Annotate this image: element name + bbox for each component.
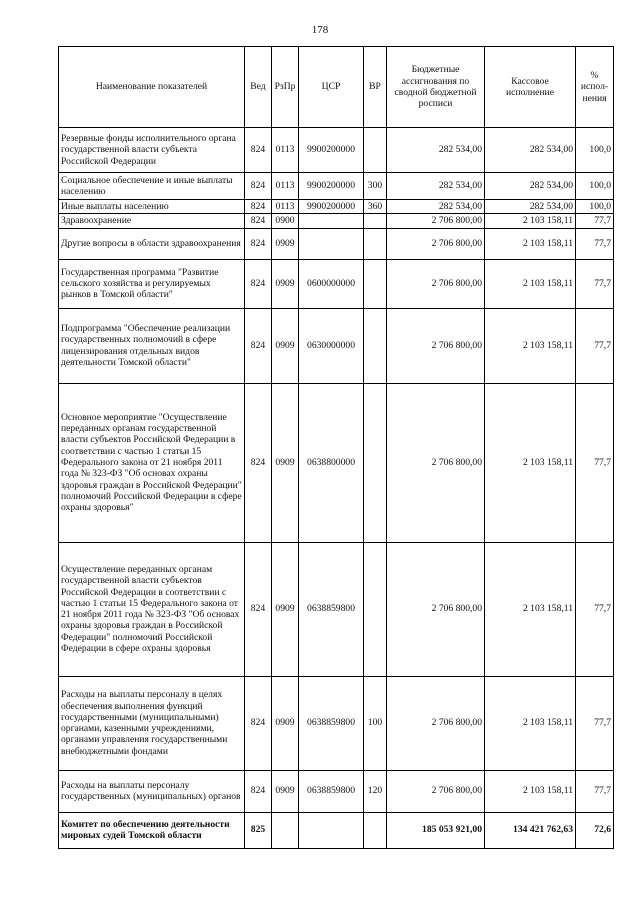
cell-pct: 100,0 (576, 200, 614, 214)
cell-budget: 185 053 921,00 (387, 812, 485, 848)
cell-budget: 282 534,00 (387, 200, 485, 214)
budget-table (58, 46, 614, 849)
cell-rzpr: 0909 (272, 676, 299, 770)
cell-csr: 9900200000 (299, 128, 364, 173)
cell-cash: 2 103 158,11 (485, 770, 576, 812)
cell-csr: 9900200000 (299, 200, 364, 214)
cell-name: Основное мероприятие "Осуществление переданных органам государственной власти субъектов Российской Федерации в соответствии с частью 1 статьи 15 Федерального закона от 21 ноября 2011 года № 323-ФЗ "Об основах охраны здоровья граждан в Российской Федерации" полномочий Российской Федерации в сфере охраны здоровья" (59, 383, 245, 542)
cell-vr (364, 259, 387, 308)
cell-ved: 824 (245, 383, 272, 542)
table-row (59, 383, 614, 542)
cell-csr: 0638800000 (299, 383, 364, 542)
table-row (59, 173, 614, 200)
cell-budget: 2 706 800,00 (387, 676, 485, 770)
cell-cash: 2 103 158,11 (485, 676, 576, 770)
table-row (59, 228, 614, 259)
header-rzpr: РзПр (272, 47, 299, 128)
cell-vr (364, 542, 387, 676)
cell-pct: 77,7 (576, 676, 614, 770)
cell-budget: 2 706 800,00 (387, 259, 485, 308)
cell-cash: 282 534,00 (485, 128, 576, 173)
cell-ved: 824 (245, 259, 272, 308)
cell-vr (364, 308, 387, 383)
cell-vr (364, 812, 387, 848)
table-body (59, 128, 614, 849)
cell-ved: 824 (245, 173, 272, 200)
header-vr: ВР (364, 47, 387, 128)
cell-pct: 77,7 (576, 383, 614, 542)
table-row (59, 770, 614, 812)
table-row (59, 214, 614, 228)
header-ved: Вед (245, 47, 272, 128)
cell-rzpr: 0900 (272, 214, 299, 228)
cell-rzpr: 0909 (272, 383, 299, 542)
cell-pct: 72,6 (576, 812, 614, 848)
cell-name: Другие вопросы в области здравоохранения (59, 228, 245, 259)
cell-budget: 282 534,00 (387, 128, 485, 173)
cell-pct: 77,7 (576, 770, 614, 812)
cell-budget: 2 706 800,00 (387, 770, 485, 812)
cell-name: Комитет по обеспечению деятельности мировых судей Томской области (59, 812, 245, 848)
cell-ved: 824 (245, 200, 272, 214)
cell-name: Осуществление переданных органам государственной власти субъектов Российской Федерации в соответствии с частью 1 статьи 15 Федерального закона от 21 ноября 2011 года № 323-ФЗ "Об основах охраны здоровья граждан в Российской Федерации" полномочий Российской Федерации в сфере охраны здоровья (59, 542, 245, 676)
cell-cash: 2 103 158,11 (485, 214, 576, 228)
cell-vr: 120 (364, 770, 387, 812)
table-row (59, 308, 614, 383)
cell-cash: 134 421 762,63 (485, 812, 576, 848)
cell-ved: 824 (245, 214, 272, 228)
cell-budget: 2 706 800,00 (387, 383, 485, 542)
cell-ved: 824 (245, 542, 272, 676)
cell-rzpr: 0909 (272, 542, 299, 676)
cell-name: Расходы на выплаты персоналу в целях обеспечения выполнения функций государственными (муниципальными) органами, казенными учреждениями, органами управления государственными внебюджетными фондами (59, 676, 245, 770)
cell-pct: 77,7 (576, 259, 614, 308)
cell-rzpr: 0909 (272, 770, 299, 812)
cell-name: Здравоохранение (59, 214, 245, 228)
cell-ved: 825 (245, 812, 272, 848)
cell-cash: 2 103 158,11 (485, 308, 576, 383)
header-csr: ЦСР (299, 47, 364, 128)
table-row (59, 200, 614, 214)
cell-ved: 824 (245, 228, 272, 259)
cell-vr: 100 (364, 676, 387, 770)
cell-name: Социальное обеспечение и иные выплаты населению (59, 173, 245, 200)
table-header-row (59, 47, 614, 128)
cell-name: Государственная программа "Развитие сельского хозяйства и регулируемых рынков в Томской области" (59, 259, 245, 308)
cell-budget: 2 706 800,00 (387, 542, 485, 676)
cell-pct: 77,7 (576, 228, 614, 259)
cell-ved: 824 (245, 128, 272, 173)
cell-budget: 2 706 800,00 (387, 214, 485, 228)
header-budget: Бюджетные ассигнования по сводной бюджетной росписи (387, 47, 485, 128)
table-row (59, 259, 614, 308)
table-row (59, 542, 614, 676)
cell-rzpr: 0909 (272, 228, 299, 259)
cell-pct: 77,7 (576, 308, 614, 383)
table-row (59, 676, 614, 770)
cell-budget: 2 706 800,00 (387, 308, 485, 383)
cell-vr: 360 (364, 200, 387, 214)
cell-ved: 824 (245, 676, 272, 770)
header-pct: % испол-нения (576, 47, 614, 128)
cell-csr: 0600000000 (299, 259, 364, 308)
cell-name: Расходы на выплаты персоналу государственных (муниципальных) органов (59, 770, 245, 812)
cell-csr: 9900200000 (299, 173, 364, 200)
cell-rzpr: 0113 (272, 173, 299, 200)
cell-rzpr: 0909 (272, 308, 299, 383)
cell-csr: 0638859800 (299, 676, 364, 770)
cell-ved: 824 (245, 770, 272, 812)
cell-rzpr: 0909 (272, 259, 299, 308)
cell-csr (299, 228, 364, 259)
table-row (59, 128, 614, 173)
cell-budget: 282 534,00 (387, 173, 485, 200)
cell-vr (364, 228, 387, 259)
cell-cash: 2 103 158,11 (485, 259, 576, 308)
page-number: 178 (311, 24, 329, 36)
cell-cash: 2 103 158,11 (485, 542, 576, 676)
cell-name: Иные выплаты населению (59, 200, 245, 214)
cell-vr (364, 383, 387, 542)
cell-rzpr: 0113 (272, 128, 299, 173)
cell-vr: 300 (364, 173, 387, 200)
cell-csr (299, 812, 364, 848)
cell-cash: 2 103 158,11 (485, 228, 576, 259)
cell-name: Подпрограмма "Обеспечение реализации государственных полномочий в сфере лицензирования отдельных видов деятельности Томской области" (59, 308, 245, 383)
cell-cash: 282 534,00 (485, 173, 576, 200)
cell-rzpr (272, 812, 299, 848)
header-cash: Кассовое исполнение (485, 47, 576, 128)
cell-cash: 2 103 158,11 (485, 383, 576, 542)
cell-pct: 77,7 (576, 214, 614, 228)
cell-vr (364, 128, 387, 173)
cell-csr: 0638859800 (299, 770, 364, 812)
cell-csr (299, 214, 364, 228)
cell-vr (364, 214, 387, 228)
cell-budget: 2 706 800,00 (387, 228, 485, 259)
cell-name: Резервные фонды исполнительного органа государственной власти субъекта Российской Федерации (59, 128, 245, 173)
cell-pct: 100,0 (576, 128, 614, 173)
cell-pct: 77,7 (576, 542, 614, 676)
cell-ved: 824 (245, 308, 272, 383)
table-row (59, 812, 614, 848)
cell-rzpr: 0113 (272, 200, 299, 214)
cell-cash: 282 534,00 (485, 200, 576, 214)
cell-csr: 0638859800 (299, 542, 364, 676)
cell-pct: 100,0 (576, 173, 614, 200)
cell-csr: 0630000000 (299, 308, 364, 383)
header-name: Наименование показателей (59, 47, 245, 128)
